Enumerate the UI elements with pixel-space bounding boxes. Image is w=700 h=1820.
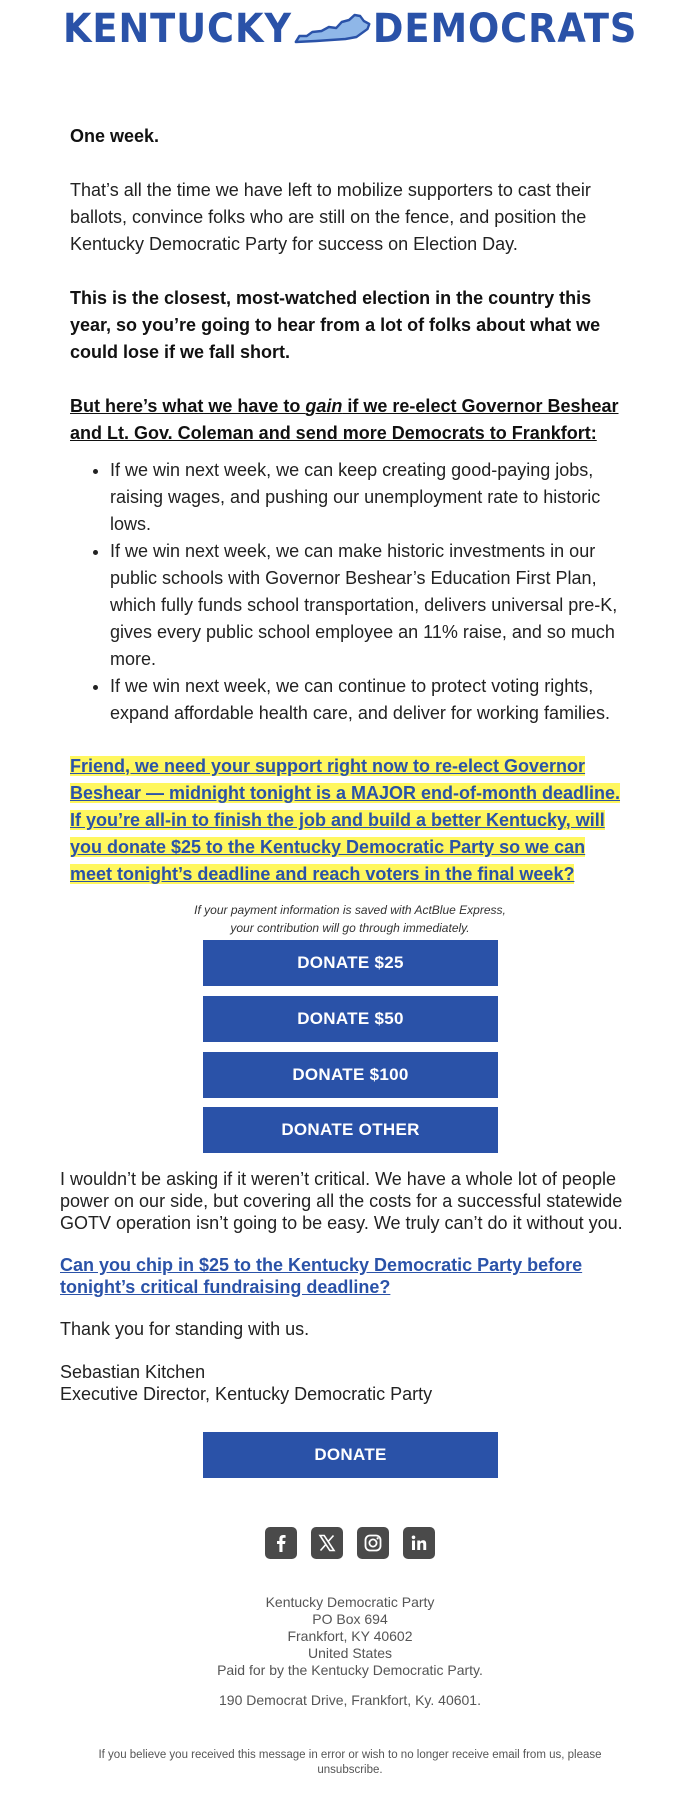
- list-item: • If we win next week, we can continue to protect voting rights, expand affordable health care, and deliver for working families.: [110, 673, 630, 727]
- footer-city: Frankfort, KY 40602: [287, 1628, 413, 1644]
- footer-street: 190 Democrat Drive, Frankfort, Ky. 40601.: [219, 1692, 481, 1708]
- signer-title: Executive Director, Kentucky Democratic Party: [60, 1384, 433, 1404]
- logo-word-democrats: DEMOCRATS: [372, 6, 638, 52]
- instagram-icon[interactable]: [357, 1527, 389, 1559]
- footer-org: Kentucky Democratic Party: [265, 1594, 435, 1610]
- logo-word-kentucky: KENTUCKY: [62, 6, 292, 52]
- appeal-block: [70, 753, 630, 888]
- social-links: [0, 1527, 700, 1559]
- footer-country: United States: [307, 1645, 393, 1661]
- intro-heading: One week.: [70, 126, 160, 146]
- actblue-note: [0, 901, 700, 937]
- kentucky-democrats-logo: [0, 6, 700, 52]
- chip-in-link[interactable]: Can you chip in $25 to the Kentucky Democratic Party before tonight’s critical fundraising deadline?: [60, 1255, 583, 1297]
- donate-other-button[interactable]: DONATE OTHER: [203, 1107, 498, 1153]
- unsubscribe-text[interactable]: If you believe you received this message in error or wish to no longer receive email from us, please unsubscribe.: [98, 1749, 602, 1776]
- chip-in-block: [60, 1254, 640, 1298]
- intro-paragraph: That’s all the time we have left to mobilize supporters to cast their ballots, convince folks who are still on the fence, and position the Kentucky Democratic Party for success on Election Day.: [70, 180, 591, 254]
- gain-heading-word: gain: [305, 396, 343, 416]
- gain-heading: [70, 393, 630, 447]
- actblue-note-line2: your contribution will go through immediately.: [230, 921, 470, 935]
- actblue-note-line1: If your payment information is saved with ActBlue Express,: [194, 903, 506, 917]
- footer-address: [0, 1594, 700, 1679]
- signature: [60, 1361, 640, 1405]
- donate-50-button[interactable]: DONATE $50: [203, 996, 498, 1042]
- email-intro: [70, 123, 630, 727]
- stakes-paragraph: This is the closest, most-watched election in the country this year, so you’re going to hear from a lot of folks about what we could lose if we fall short.: [70, 288, 601, 362]
- kentucky-state-icon: [294, 12, 371, 46]
- gain-heading-prefix: But here’s what we have to: [70, 396, 306, 416]
- footer-po-box: PO Box 694: [312, 1611, 388, 1627]
- facebook-icon[interactable]: [265, 1527, 297, 1559]
- closing-paragraph: I wouldn’t be asking if it weren’t critical. We have a whole lot of people power on our side, but covering all the costs for a successful statewide GOTV operation isn’t going to be easy. We truly can’t do it without you.: [60, 1169, 623, 1233]
- donate-button[interactable]: DONATE: [203, 1432, 498, 1478]
- donate-100-button[interactable]: DONATE $100: [203, 1052, 498, 1098]
- list-item: • If we win next week, we can make historic investments in our public schools with Governor Beshear’s Education First Plan, which fully funds school transportation, delivers universal pre-K, gives every public school employee an 11% raise, and so much more.: [110, 538, 630, 673]
- appeal-donate-link[interactable]: Friend, we need your support right now to re-elect Governor Beshear — midnight tonight is a MAJOR end-of-month deadline. If you’re all-in to finish the job and build a better Kentucky, will you donate $25 to the Kentucky Democratic Party so we can meet tonight’s deadline and reach voters in the final week?: [70, 756, 621, 884]
- signer-name: Sebastian Kitchen: [60, 1362, 206, 1382]
- gains-list: [70, 457, 630, 727]
- thanks-text: Thank you for standing with us.: [60, 1319, 310, 1339]
- footer-paid-for: Paid for by the Kentucky Democratic Party.: [217, 1662, 483, 1678]
- x-icon[interactable]: [311, 1527, 343, 1559]
- linkedin-icon[interactable]: [403, 1527, 435, 1559]
- donate-25-button[interactable]: DONATE $25: [203, 940, 498, 986]
- list-item: • If we win next week, we can keep creating good-paying jobs, raising wages, and pushing our unemployment rate to historic lows.: [110, 457, 630, 538]
- gain-heading-suffix: if we re-elect Governor Beshear and Lt. Gov. Coleman and send more Democrats to Frankfort:: [70, 396, 619, 443]
